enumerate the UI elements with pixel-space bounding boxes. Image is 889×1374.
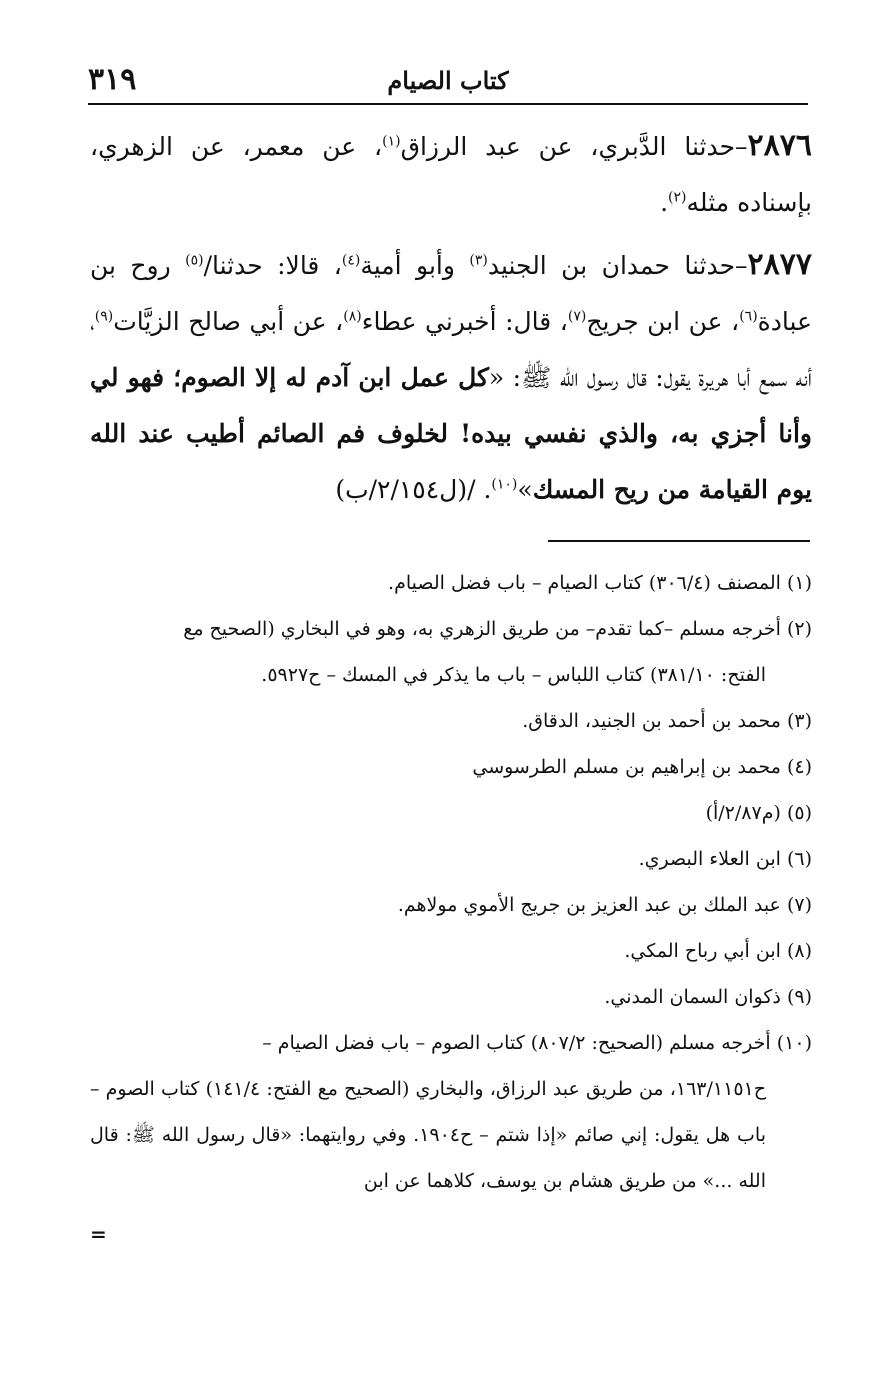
hadith-text: . [660, 188, 669, 217]
hadith-text: –حدثنا حمدان بن الجنيد [487, 251, 748, 280]
footnote-8 [90, 928, 812, 974]
hadith-text: ، أنه سمع أبا هريرة يقول: قال رسول الله ﷺ: « [90, 307, 812, 392]
footnote-number: (١٠) [776, 1032, 812, 1054]
page-number: ٣١٩ [88, 62, 137, 97]
hadith-text: ، قالا: حدثنا/ [203, 251, 342, 280]
hadith-number: ٢٨٧٧ [747, 247, 812, 282]
footnotes [90, 560, 812, 1204]
footnote-2 [90, 606, 812, 652]
footnote-ref: (٧) [567, 308, 587, 325]
footnote-10-cont: ح١٦٣/١١٥١، من طريق عبد الرزاق، والبخاري (الصحيح مع الفتح: ١٤١/٤) كتاب الصوم – باب هل يقول: إني صائم «إذا شتم – ح١٩٠٤. وفي روايتهما: «قال رسول الله ﷺ: قال الله ...» من طريق هشام بن يوسف، كلاهما عن ابن [90, 1078, 766, 1192]
footnote-ref: (٣) [469, 252, 488, 269]
footnote-text: ابن أبي رباح المكي. [624, 940, 781, 962]
hadith-text: » [517, 475, 533, 504]
footnote-text: ابن العلاء البصري. [638, 848, 781, 870]
footnote-number: (٥) [786, 802, 812, 824]
hadith-text: ، عن ابن جريج [586, 307, 740, 336]
footnote-ref: (٤) [341, 252, 361, 269]
footnote-ref: (٢) [668, 189, 687, 206]
hadith-2877 [90, 237, 812, 518]
header-divider [88, 103, 808, 105]
footnote-text: المصنف (٣٠٦/٤) كتاب الصيام – باب فضل الصيام. [388, 572, 781, 594]
footnote-5 [90, 790, 812, 836]
footnote-1 [90, 560, 812, 606]
footnote-ref: (٥) [185, 252, 204, 269]
footnote-divider [548, 540, 810, 542]
footnote-3 [90, 698, 812, 744]
page-header [88, 60, 808, 100]
footnote-number: (٧) [786, 894, 812, 916]
manuscript-ref: . /(ل٢/١٥٤/ب) [335, 475, 492, 504]
hadith-text: ، قال: أخبرني عطاء [361, 307, 568, 336]
footnote-number: (٣) [786, 710, 812, 732]
footnote-4 [90, 744, 812, 790]
hadith-text: وأبو أمية [360, 251, 470, 280]
footnote-number: (٩) [786, 986, 812, 1008]
footnote-ref: (٨) [343, 308, 362, 325]
hadith-text: ، عن أبي صالح الزيَّات [113, 307, 344, 336]
footnote-6 [90, 836, 812, 882]
footnote-text: محمد بن إبراهيم بن مسلم الطرسوسي [472, 756, 781, 778]
footnote-text: عبد الملك بن عبد العزيز بن جريج الأموي مولاهم. [397, 894, 781, 916]
footnote-text: أخرجه مسلم –كما تقدم– من طريق الزهري به، وهو في البخاري (الصحيح مع [183, 618, 781, 640]
footnote-number: (٤) [786, 756, 812, 778]
hadith-number: ٢٨٧٦ [747, 128, 812, 163]
footnote-7 [90, 882, 812, 928]
footnote-ref: (١٠) [491, 476, 518, 493]
prophetic-quote: كل عمل ابن آدم له إلا الصوم؛ فهو لي وأنا أجزي به، والذي نفسي بيده! لخلوف فم الصائم أطيب عند الله يوم القيامة من ريح المسك [90, 363, 812, 504]
footnote-2-cont: الفتح: ٣٨١/١٠) كتاب اللباس – باب ما يذكر في المسك – ح٥٩٢٧. [261, 664, 766, 686]
footnote-text: محمد بن أحمد بن الجنيد، الدقاق. [522, 710, 781, 732]
hadith-text: –حدثنا الدَّبري، عن عبد الرزاق [400, 132, 748, 161]
footnote-text: أخرجه مسلم (الصحيح: ٨٠٧/٢) كتاب الصوم – باب فضل الصيام – [262, 1032, 771, 1054]
footnote-number: (٨) [786, 940, 812, 962]
footnote-ref: (١) [382, 133, 401, 150]
hadith-text: ، عن معمر، عن الزهري، بإسناده مثله [90, 132, 812, 217]
continuation-mark: = [90, 1222, 107, 1246]
footnote-text: ذكوان السمان المدني. [604, 986, 781, 1008]
footnote-number: (٢) [786, 618, 812, 640]
main-text [90, 118, 812, 524]
footnote-ref: (٩) [94, 308, 114, 325]
hadith-2876 [90, 118, 812, 231]
hadith-text: روح بن عبادة [90, 251, 812, 336]
footnote-9 [90, 974, 812, 1020]
footnote-ref: (٦) [739, 308, 758, 325]
chapter-title: كتاب الصيام [387, 66, 509, 95]
footnote-10 [90, 1020, 812, 1066]
footnote-number: (١) [786, 572, 812, 594]
footnote-number: (٦) [786, 848, 812, 870]
footnote-text: (م٢/٨٧/أ) [705, 802, 781, 824]
